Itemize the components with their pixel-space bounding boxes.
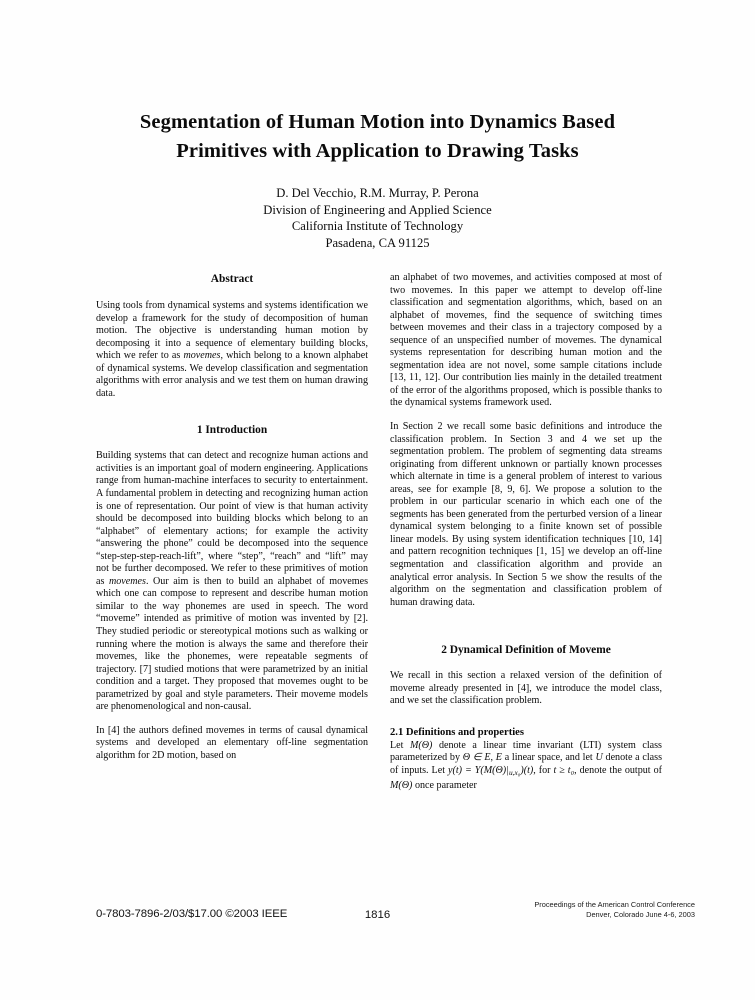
title-block (60, 108, 695, 251)
intro-p1-part-a: Building systems that can detect and recognize human actions and activities is an important goal of modern engineering. Applications range from human-machine interfaces to security to entertainment. A fundamental problem in detecting and recognizing human action is one of representation. Our point of view is that human activity should be decomposed into building blocks which belong to an “alphabet” of elementary actions; for example the activity “answering the phone” could be decomposed into the sequence “step-step-step-reach-lift”, where “step”, “reach” and “lift” may not be further decomposed. We refer to these primitives of motion as (96, 450, 368, 587)
abstract-heading: Abstract (210, 273, 254, 285)
subsection-2-1-paragraph (390, 740, 662, 792)
introduction-paragraph-2: In [4] the authors defined movemes in terms of causal dynamical systems and developed an elementary off-line segmentation algorithm for 2D motion, based on (96, 724, 368, 761)
math-para-f: , for (533, 764, 554, 776)
affiliation-division: Division of Engineering and Applied Science (263, 202, 492, 217)
math-symbol-theta: Θ ∈ E (462, 752, 491, 764)
math-symbol-E: E (495, 752, 502, 764)
section-spacer (96, 400, 368, 423)
copyright-notice: 0-7803-7896-2/03/$17.00 ©2003 IEEE (96, 908, 288, 920)
right-column-paragraph-2: In Section 2 we recall some basic definitions and introduce the classification problem. In Section 3 and 4 we set up the segmentation problem. The problem of segmenting data streams originating from different unknown or partially known processes which alternate in time is a general problem of interest to various areas, see for example [8, 9, 6]. We propose a solution to the problem in our particular scenario in which each one of the segments has been generated from the perturbed version of a linear dynamical system belonging to a finite known set of possible linear models. By using system identification techniques [10, 14] and pattern recognition techniques [1, 15] we develop an off-line segmentation and classification algorithm and provide an analytical error analysis. In Section 5 we show the results of the algorithm on the segmentation and classification problem of human drawing data. (390, 421, 662, 608)
section-2-paragraph-1: We recall in this section a relaxed version of the definition of moveme already presented in [4], we introduce the model class, and we set the classification problem. (390, 670, 662, 707)
math-expression-y: y(t) = Y(M(Θ)| (448, 764, 509, 776)
math-para-a: Let (390, 739, 410, 751)
math-para-c: , (490, 752, 496, 764)
abstract-text (96, 300, 368, 400)
section-spacer-3 (390, 708, 662, 726)
math-para-b: denote a linear time invariant (LTI) system class parameterized by (390, 739, 662, 764)
math-para-g: , denote the output of (574, 764, 662, 776)
introduction-paragraph-1 (96, 450, 368, 713)
title-line-1: Segmentation of Human Motion into Dynamics Based (139, 111, 616, 133)
left-column (96, 272, 368, 763)
right-column-paragraph-1: an alphabet of two movemes, and activities composed at most of two movemes. In this paper we attempt to develop off-line classification and segmentation algorithms, which, based on an alphabet of movemes, find the sequence of switching times between movemes and their class in a trajectory composed by a sequence of an unspecified number of movemes. The dynamical systems representation for describing human motion and the segmentation idea are not novel, some sample citations include [13, 11, 12]. Our contribution lies mainly in the detailed treatment of the error of the algorithms proposed, which is possible thanks to the dynamical systems framework used. (390, 272, 662, 409)
intro-p1-part-b: . Our aim is then to build an alphabet of movemes which one can compose to represent and describe human motion similar to the way phonemes are used in speech. The word “moveme” intended as primitive of motion was invented by [2]. They studied periodic or stereotypical motions such as walking or running where the motion is always the same and therefore their movemes, like the phonemes, were repeatable segments of trajectory. [7] studied motions that were parametrized by an initial condition and a target. They proposed that movemes ought to be parametrized by goal and style parameters. Their moveme models are phenomenological and non-causal. (96, 575, 368, 713)
page-title (60, 108, 695, 166)
body-columns (96, 272, 662, 922)
abstract-text-part-1: Using tools from dynamical systems and systems identification we develop a framework for the study of decomposition of human motion. The objective is understanding human motion by decomposing it into a sequence of elementary building blocks, which we refer to as (96, 300, 368, 362)
math-symbol-t: t ≥ t₀ (553, 764, 575, 776)
section-spacer-2 (390, 609, 662, 643)
math-expression-y-end: )(t) (520, 764, 534, 776)
section-2-heading: 2 Dynamical Definition of Moveme (441, 644, 611, 657)
affiliation-institution: California Institute of Technology (291, 219, 464, 234)
subsection-2-1-heading: 2.1 Definitions and properties (390, 726, 524, 738)
right-column (390, 272, 662, 792)
math-symbol-M2: M(Θ) (390, 779, 413, 791)
abstract-text-part-2: , which belong to a known alphabet of dynamical systems. We develop classification and segmentation algorithms with error analysis and we test them on human drawing data. (96, 350, 368, 399)
conference-info (534, 900, 695, 919)
math-subscript-u-x0: u,x₀ (508, 768, 521, 778)
math-para-h: once parameter (412, 779, 477, 791)
author-list: D. Del Vecchio, R.M. Murray, P. Perona (276, 186, 479, 200)
affiliation-address: Pasadena, CA 91125 (325, 235, 430, 250)
abstract-italic-term: movemes (183, 350, 221, 362)
math-para-d: a linear space, and let (501, 752, 596, 764)
introduction-heading: 1 Introduction (196, 424, 268, 437)
page-number: 1816 (364, 909, 391, 921)
conference-location-date: Denver, Colorado June 4-6, 2003 (586, 909, 695, 919)
math-symbol-M: M(Θ) (409, 739, 433, 751)
intro-p1-italic: movemes (108, 575, 146, 587)
title-line-2: Primitives with Application to Drawing Tasks (176, 140, 579, 162)
author-block (60, 185, 695, 251)
math-para-e: denote a class of inputs. Let (390, 752, 663, 776)
conference-name: Proceedings of the American Control Conference (534, 900, 695, 909)
math-symbol-U: U (595, 752, 603, 764)
